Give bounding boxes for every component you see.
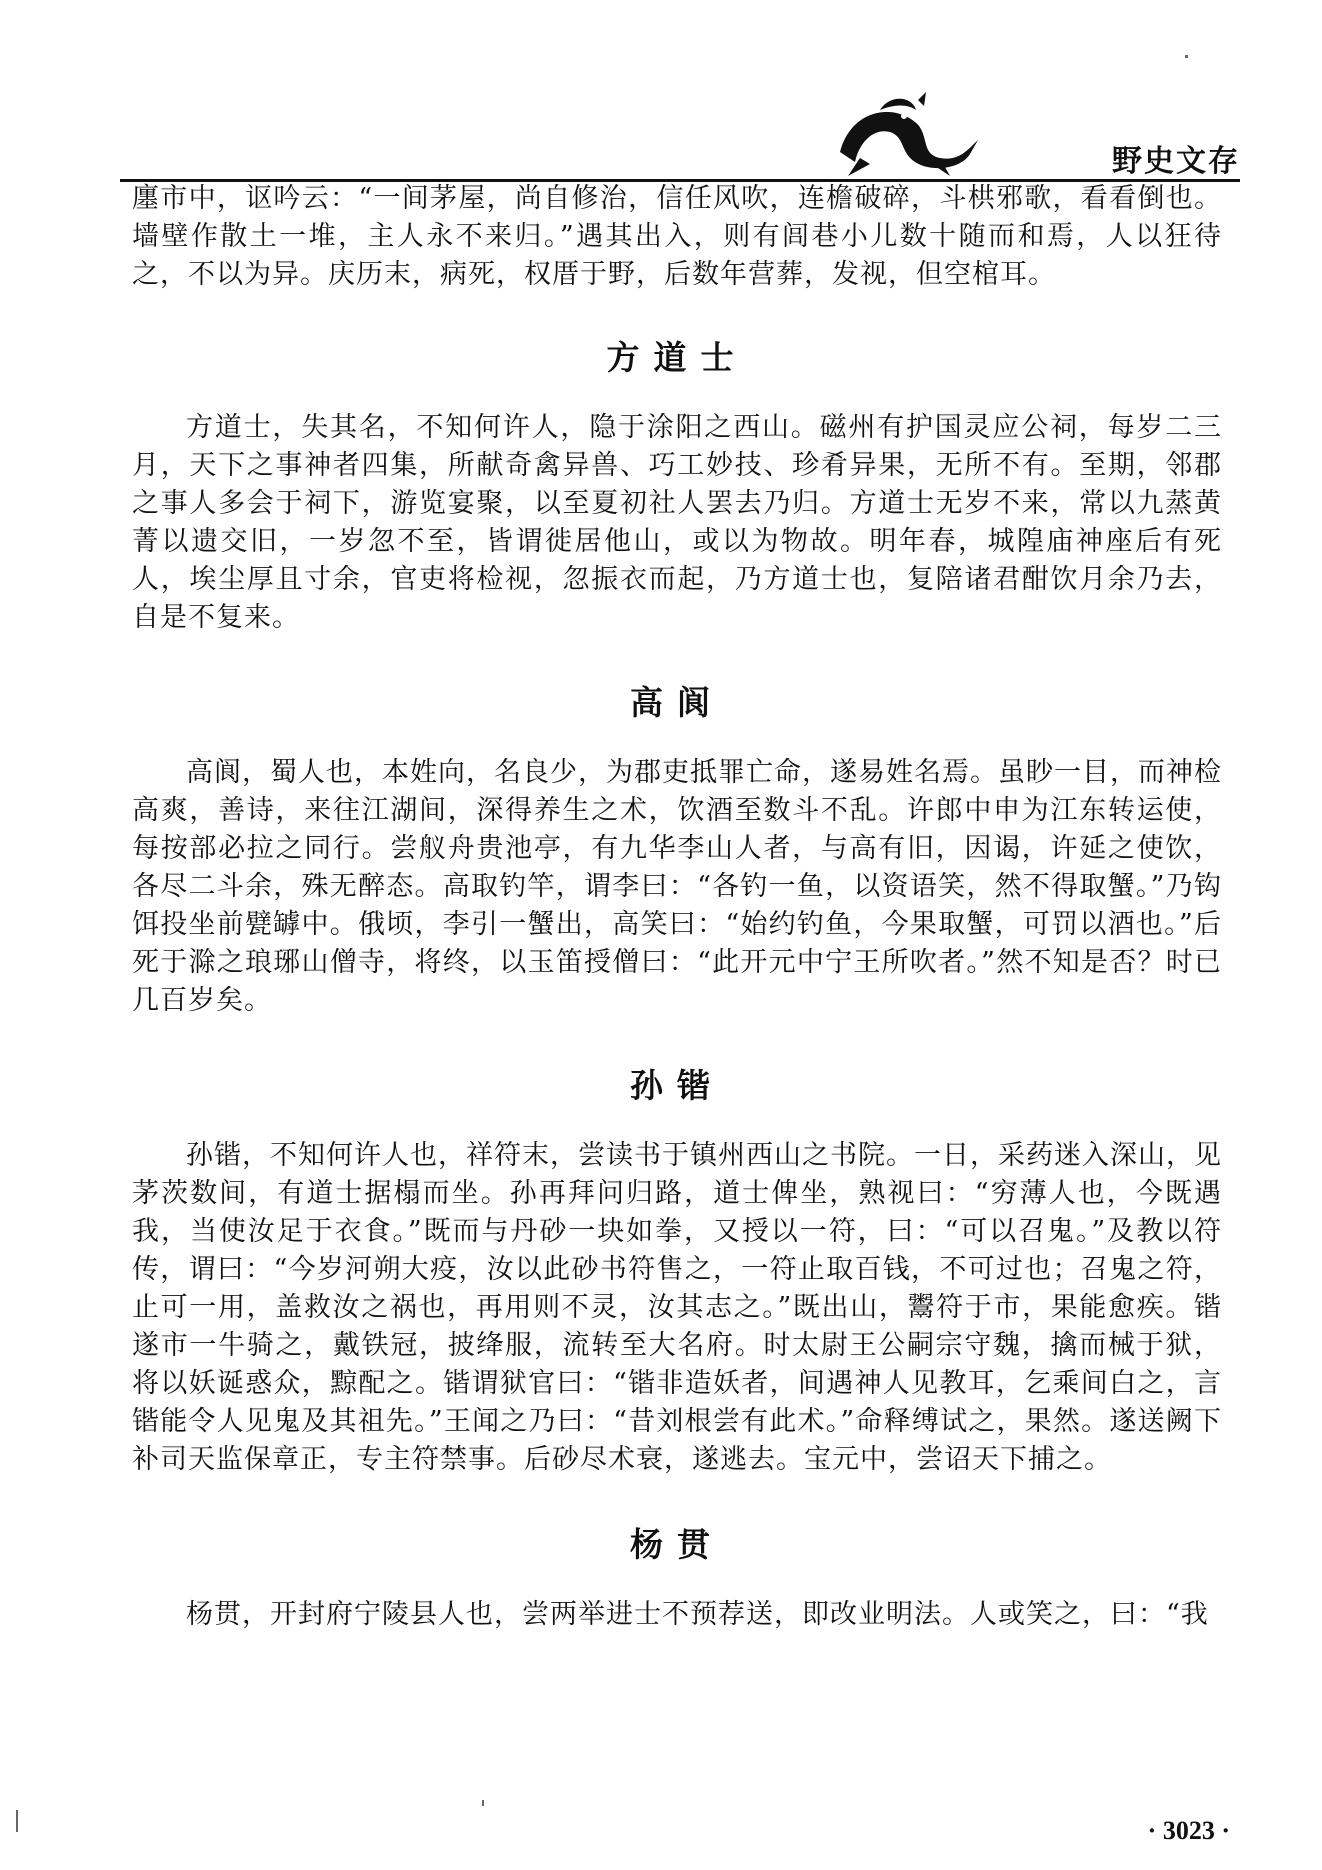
scan-speck [1185, 55, 1188, 58]
scan-speck [482, 1800, 484, 1806]
section-text-yang-guan: 杨贯，开封府宁陵县人也，尝两举进士不预荐送，即改业明法。人或笑之，曰：“我 [186, 1599, 1209, 1630]
section-title-yang-guan: 杨贯 [630, 1525, 724, 1564]
page-body [132, 180, 1222, 1634]
section-text-fang-daoshi: 方道士，失其名，不知何许人，隐于涂阳之西山。磁州有护国灵应公祠，每岁二三月，天下之事神者四集，所献奇禽异兽、巧工妙技、珍肴异果，无所不有。至期，邻郡之事人多会于祠下，游览宴聚，以至夏初社人罢去乃归。方道士无岁不来，常以九蒸黄菁以遗交旧，一岁忽不至，皆谓徙居他山，或以为物故。明年春，城隍庙神座后有死人，埃尘厚且寸余，官吏将检视，忽振衣而起，乃方道士也，复陪诸君酣饮月余乃去，自是不复来。 [132, 412, 1222, 633]
section-title-fang-daoshi: 方道士 [606, 338, 748, 377]
section-title-sun-kai: 孙锴 [630, 1066, 724, 1105]
section-text-sun-kai: 孙锴，不知何许人也，祥符末，尝读书于镇州西山之书院。一日，采药迷入深山，见茅茨数间，有道士据榻而坐。孙再拜问归路，道士俾坐，熟视曰：“穷薄人也，今既遇我，当使汝足于衣食。”既而与丹砂一块如拳，又授以一符，曰：“可以召鬼。”及教以符传，谓曰：“今岁河朔大疫，汝以此砂书符售之，一符止取百钱，不可过也；召鬼之符，止可一用，盖救汝之祸也，再用则不灵，汝其志之。”既出山，鬻符于市，果能愈疾。锴遂市一牛骑之，戴铁冠，披绛服，流转至大名府。时太尉王公嗣宗守魏，擒而械于狱，将以妖诞惑众，黥配之。锴谓狱官曰：“锴非造妖者，间遇神人见教耳，乞乘间白之，言锴能令人见鬼及其祖先。”王闻之乃曰：“昔刘根尝有此术。”命释缚试之，果然。遂送阙下补司天监保章正，专主符禁事。后砂尽术衰，遂逃去。宝元中，尝诏天下捕之。 [132, 1140, 1222, 1475]
page-header [120, 92, 1240, 182]
section-title-gao-lang: 高阆 [630, 683, 724, 722]
series-title: 野史文存 [1112, 144, 1240, 179]
section-text-gao-lang: 高阆，蜀人也，本姓向，名良少，为郡吏抵罪亡命，遂易姓名焉。虽眇一目，而神检高爽，善诗，来往江湖间，深得养生之术，饮酒至数斗不乱。许郎中申为江东转运使，每按部必拉之同行。尝舣舟贵池亭，有九华李山人者，与高有旧，因谒，许延之使饮，各尽二斗余，殊无醉态。高取钓竿，谓李曰：“各钓一鱼，以资语笑，然不得取蟹。”乃钩饵投坐前甓罅中。俄顷，李引一蟹出，高笑曰：“始约钓鱼，今果取蟹，可罚以酒也。”后死于滁之琅琊山僧寺，将终，以玉笛授僧曰：“此开元中宁王所吹者。”然不知是否？时已几百岁矣。 [132, 757, 1222, 1016]
dragon-icon [820, 92, 990, 180]
scan-speck [16, 1810, 18, 1832]
page-number: · 3023 · [1147, 1816, 1230, 1845]
continuation-paragraph: 廛市中，讴吟云：“一间茅屋，尚自修治，信任风吹，连檐破碎，斗栱邪歌，看看倒也。墙壁作散土一堆，主人永不来归。”遇其出入，则有闾巷小儿数十随而和焉，人以狂待之，不以为异。庆历末，病死，权厝于野，后数年营葬，发视，但空棺耳。 [132, 183, 1222, 290]
